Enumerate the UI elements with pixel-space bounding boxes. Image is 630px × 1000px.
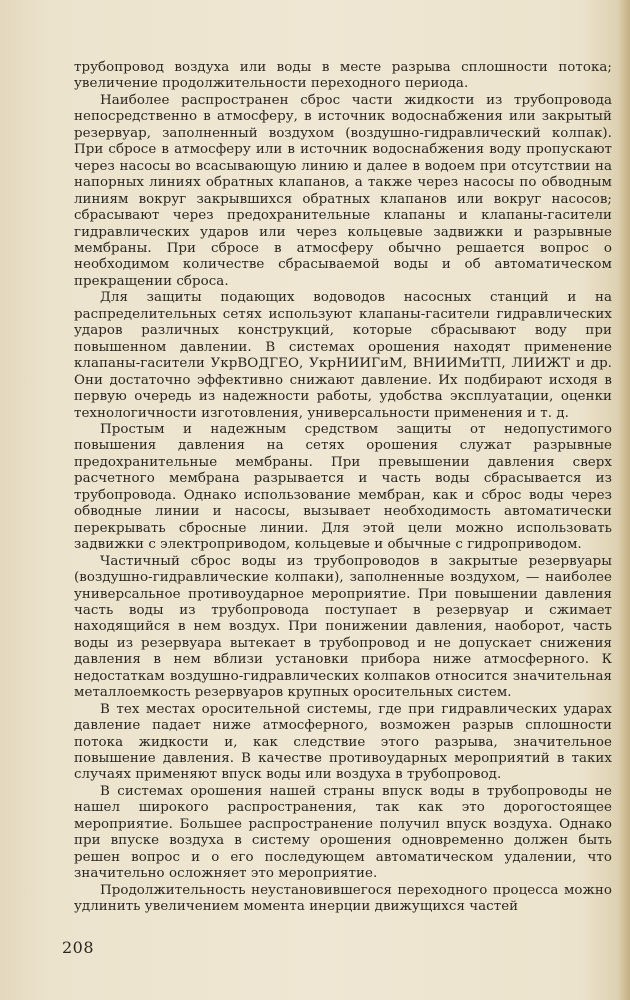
paragraph-air-inlet: В системах орошения нашей страны впуск воды в трубопроводы не нашел широкого распространения, так как это дорогостоящее мероприятие. Большее распространение получил впуск воздуха. Однако при впуске воздуха в систему орошения одновременно должен быть решен вопрос и о его последующем автоматическом удалении, что значительно осложняет это мероприятие. <box>74 783 612 882</box>
paragraph-damper-valves: Для защиты подающих водоводов насосных станций и на распределительных сетях используют клапаны-гасители гидравлических ударов различных конструкций, которые сбрасывают воду при повышенном давлении. В системах орошения находят применение клапаны-гасители УкрВОДГЕО, УкрНИИГиМ, ВНИИМиТП, ЛИИЖТ и др. Они достаточно эффективно снижают давление. Их подбирают исходя в первую очередь из надежности работы, удобства эксплуатации, оценки технологичности изготовления, универсальности применения и т. д. <box>74 290 612 421</box>
page-number: 208 <box>62 938 95 957</box>
paragraph-pressure-release: Наиболее распространен сброс части жидкости из трубопровода непосредственно в атмосферу, в источник водоснабжения или закрытый резервуар, заполненный воздухом (воздушно-гидравлический колпак). При сбросе в атмосферу или в источник водоснабжения воду пропускают через насосы во всасывающую линию и далее в водоем при отсутствии на напорных линиях обратных клапанов, а также через насосы по обводным линиям вокруг закрывшихся обратных клапанов или вокруг насосов; сбрасывают через предохранительные клапаны и клапаны-гасители гидравлических ударов или через кольцевые задвижки и разрывные мембраны. При сбросе в атмосферу обычно решается вопрос о необходимом количестве сбрасываемой воды и об автоматическом прекращении сброса. <box>74 92 612 289</box>
paragraph-flow-rupture: В тех местах оросительной системы, где при гидравлических ударах давление падает ниже атмосферного, возможен разрыв сплошности потока жидкости и, как следствие этого разрыва, значительное повышение давления. В качестве противоударных мероприятий в таких случаях применяют впуск воды или воздуха в трубопровод. <box>74 701 612 783</box>
paragraph-rupture-membranes: Простым и надежным средством защиты от недопустимого повышения давления на сетях орошения служат разрывные предохранительные мембраны. При превышении давления сверх расчетного мембрана разрывается и часть воды сбрасывается из трубопровода. Однако использование мембран, как и сброс воды через обводные линии и насосы, вызывает необходимость автоматически перекрывать сбросные линии. Для этой цели можно использовать задвижки с электроприводом, кольцевые и обычные с гидроприводом. <box>74 421 612 553</box>
page-edge-shadow <box>618 0 630 1000</box>
paragraph-transient-duration: Продолжительность неустановившегося переходного процесса можно удлинить увеличением момента инерции движущихся частей <box>74 882 612 915</box>
body-text <box>74 60 612 916</box>
paragraph-air-chambers: Частичный сброс воды из трубопроводов в закрытые резервуары (воздушно-гидравлические колпаки), заполненные воздухом, — наиболее универсальное противоударное мероприятие. При повышении давления часть воды из трубопровода поступает в резервуар и сжимает находящийся в нем воздух. При понижении давления, наоборот, часть воды из резервуара вытекает в трубопровод и не допускает снижения давления в нем вблизи установки прибора ниже атмосферного. К недостаткам воздушно-гидравлических колпаков относится значительная металлоемкость резервуаров крупных оросительных систем. <box>74 553 612 701</box>
paragraph-continued: трубопровод воздуха или воды в месте разрыва сплошности потока; увеличение продолжительности переходного периода. <box>74 60 612 92</box>
